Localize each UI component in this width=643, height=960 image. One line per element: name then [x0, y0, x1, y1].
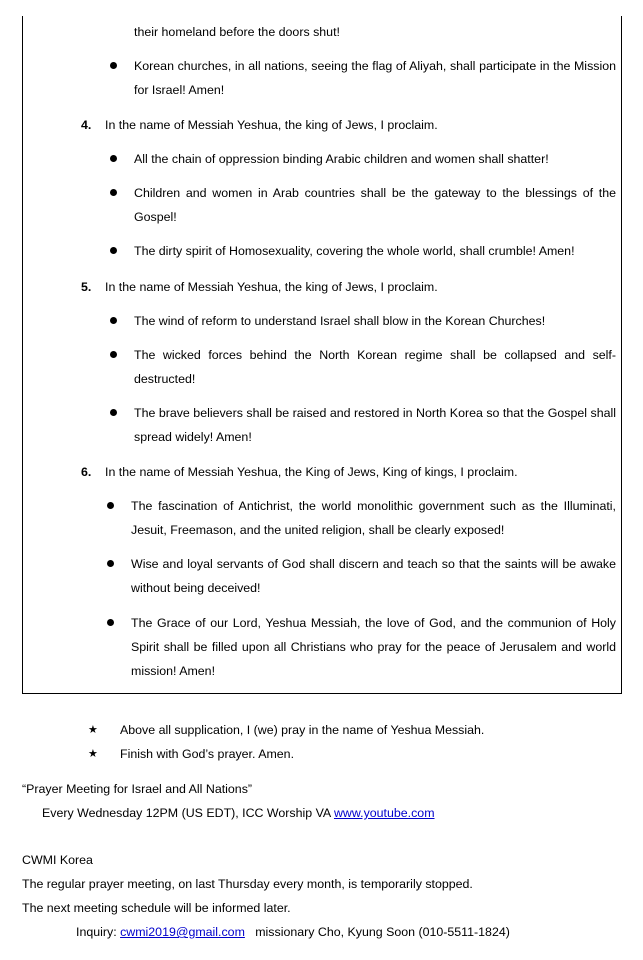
bullet-icon [110, 189, 117, 196]
star-item-text: Finish with God’s prayer. Amen. [120, 747, 295, 761]
meeting-schedule [42, 805, 435, 821]
star-icon: ★ [88, 724, 98, 736]
item-number: 4. [81, 118, 92, 132]
contact-text: missionary Cho, Kyung Soon (010-5511-1824) [244, 925, 510, 939]
org-name: CWMI Korea [22, 853, 93, 867]
item-number: 5. [81, 280, 92, 294]
bullet-icon [110, 247, 117, 254]
bullet-text: Children and women in Arab countries shall be the gateway to the blessings of the Gospel! [134, 186, 616, 224]
bullet-text: The wind of reform to understand Israel shall blow in the Korean Churches! [134, 314, 546, 328]
item-number: 6. [81, 465, 92, 479]
star-icon: ★ [88, 748, 98, 760]
bullet-icon [110, 317, 117, 324]
bullet-icon [110, 155, 117, 162]
bullet-text: Wise and loyal servants of God shall discern and teach so that the saints will be awake without being deceived! [131, 557, 616, 595]
continuation-text: their homeland before the doors shut! [134, 25, 340, 39]
proclamation-heading: In the name of Messiah Yeshua, the king of Jews, I proclaim. [105, 280, 438, 294]
bullet-icon [110, 409, 117, 416]
bullet-text: The Grace of our Lord, Yeshua Messiah, the love of God, and the communion of Holy Spirit shall be filled upon all Christians who pray for the peace of Jerusalem and world mission! Amen! [131, 616, 616, 678]
bullet-text: All the chain of oppression binding Arabic children and women shall shatter! [134, 152, 549, 166]
bullet-text: The fascination of Antichrist, the world monolithic government such as the Illuminati, Jesuit, Freemason, and the united religion, shall be clearly exposed! [131, 499, 616, 537]
bullet-icon [107, 560, 114, 567]
status-text: The regular prayer meeting, on last Thursday every month, is temporarily stopped. [22, 877, 473, 891]
bullet-text: The dirty spirit of Homosexuality, covering the whole world, shall crumble! Amen! [134, 244, 575, 258]
inquiry-line [76, 924, 510, 940]
proclamation-heading: In the name of Messiah Yeshua, the king of Jews, I proclaim. [105, 118, 438, 132]
youtube-link[interactable]: www.youtube.com [333, 806, 435, 820]
bullet-text: The brave believers shall be raised and restored in North Korea so that the Gospel shall spread widely! Amen! [134, 406, 616, 444]
bullet-text: The wicked forces behind the North Korean regime shall be collapsed and self-destructed! [134, 348, 616, 386]
bullet-icon [107, 619, 114, 626]
meeting-title: “Prayer Meeting for Israel and All Nations” [22, 782, 253, 796]
star-item-text: Above all supplication, I (we) pray in the name of Yeshua Messiah. [120, 723, 485, 737]
bullet-text: Korean churches, in all nations, seeing the flag of Aliyah, shall participate in the Mission for Israel! Amen! [134, 59, 616, 97]
bullet-icon [110, 62, 117, 69]
proclamation-heading: In the name of Messiah Yeshua, the King of Jews, King of kings, I proclaim. [105, 465, 518, 479]
bullet-icon [110, 351, 117, 358]
meeting-schedule-text: Every Wednesday 12PM (US EDT), ICC Worship VA [42, 806, 334, 820]
schedule-note: The next meeting schedule will be informed later. [22, 901, 291, 915]
bullet-icon [107, 502, 114, 509]
inquiry-label: Inquiry: [76, 925, 121, 939]
email-link[interactable]: cwmi2019@gmail.com [120, 925, 245, 939]
